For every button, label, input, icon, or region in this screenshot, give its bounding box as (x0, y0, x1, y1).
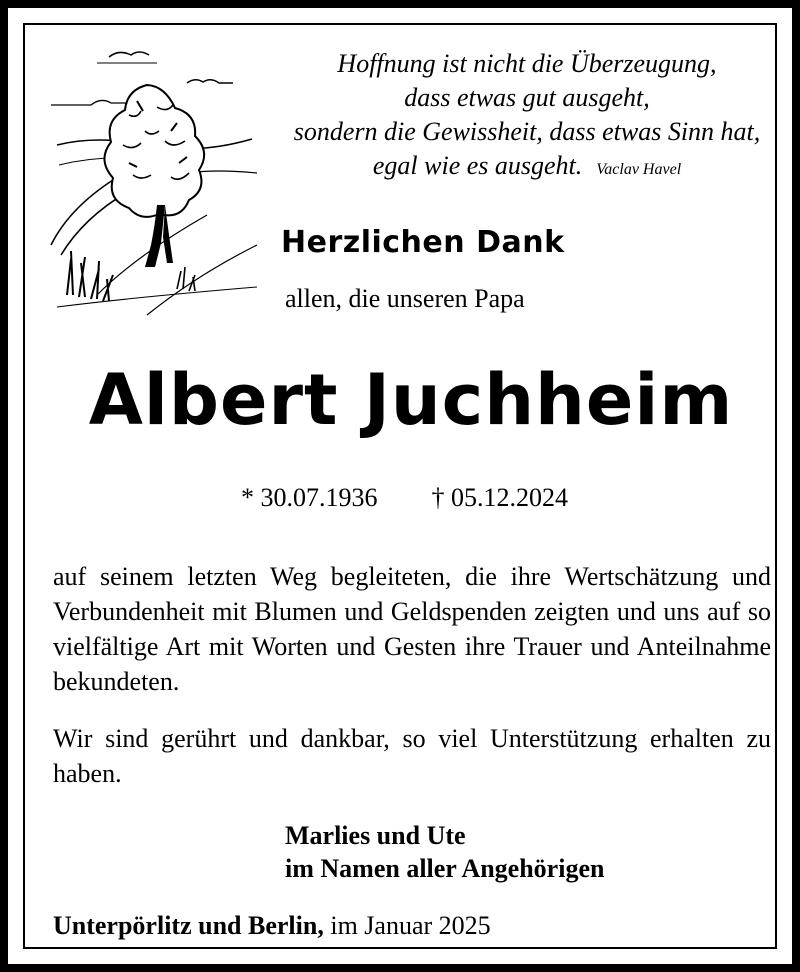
tree-landscape-icon (37, 45, 263, 325)
quote-line: sondern die Gewissheit, dass etwas Sinn hat, (293, 117, 761, 146)
quote-block (269, 47, 785, 187)
heading: Herzlichen Dank (281, 225, 565, 260)
body-paragraph: auf seinem letzten Weg begleiteten, die ihre Wertschätzung und Verbundenheit mit Blumen und Geldspenden zeigten und uns auf so vielfältige Art mit Worten und Gesten ihre Trauer und Anteilnahme bekundeten. (53, 562, 771, 696)
signature (285, 819, 604, 885)
life-dates (241, 483, 568, 513)
birth-date: * 30.07.1936 (241, 483, 378, 512)
quote-line: dass etwas gut ausgeht, (404, 83, 650, 112)
date: im Januar 2025 (330, 911, 491, 940)
signature-names: Marlies und Ute (285, 821, 466, 850)
quote-line: Hoffnung ist nicht die Überzeugung, (337, 49, 717, 78)
quote-line-text: egal wie es ausgeht. (372, 151, 583, 180)
body-paragraph: Wir sind gerührt und dankbar, so viel Unterstützung erhalten zu haben. (53, 724, 771, 788)
quote-author: Vaclav Havel (596, 161, 682, 178)
signature-relation: im Namen aller Angehörigen (285, 854, 605, 883)
intro-text: allen, die unseren Papa (285, 284, 525, 313)
death-date: † 05.12.2024 (431, 483, 568, 512)
deceased-name: Albert Juchheim (88, 359, 734, 441)
obituary-card (8, 8, 792, 964)
quote-line (269, 149, 785, 187)
place-date (53, 911, 491, 941)
place: Unterpörlitz und Berlin, (53, 911, 324, 940)
